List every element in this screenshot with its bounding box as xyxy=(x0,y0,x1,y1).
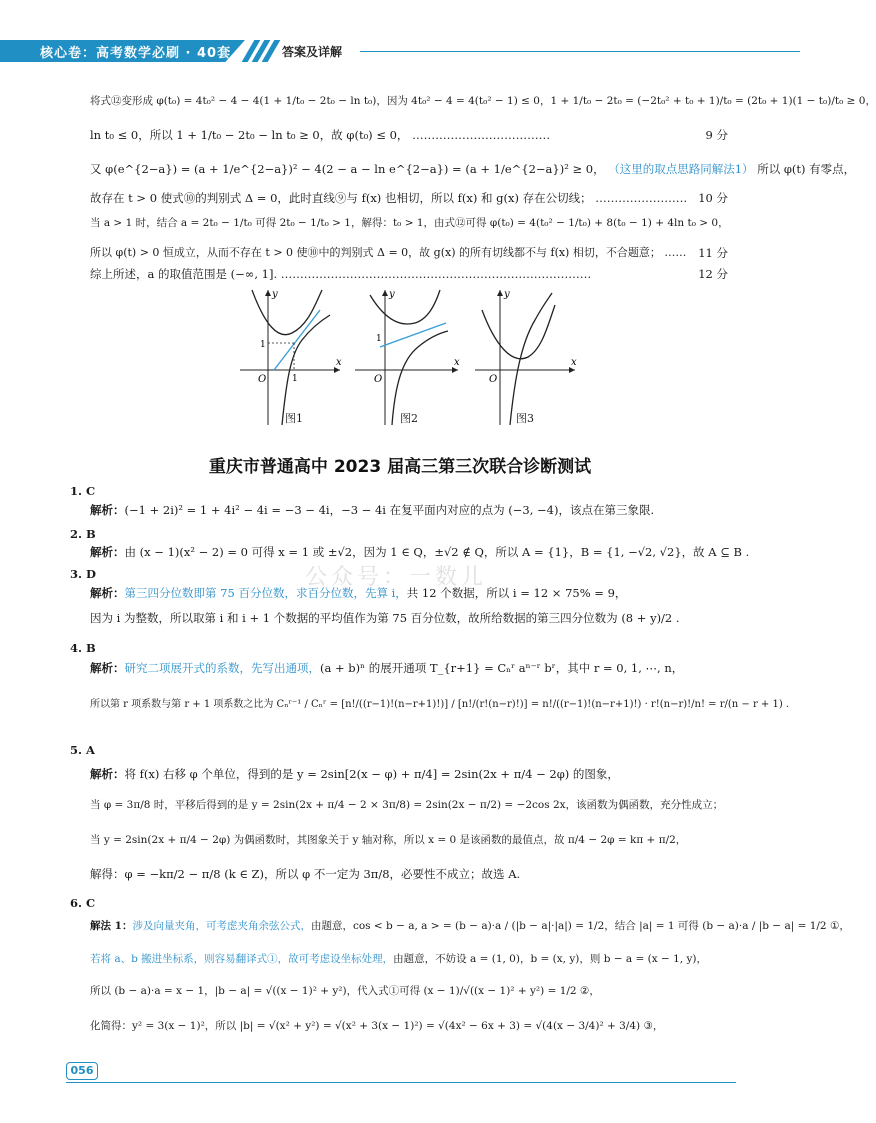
answer-5-line4: 解得：φ = −kπ/2 − π/8 (k ∈ Z)，所以 φ 不一定为 3π/8，必要性不成立；故选 A. xyxy=(90,867,521,881)
fig1-tangent xyxy=(274,310,320,370)
proof-line-6: 所以 φ(t) > 0 恒成立，从而不存在 t > 0 使⑩中的判别式 Δ = 0，故 g(x) 的所有切线都不与 f(x) 相切，不合题意； …… xyxy=(90,246,687,259)
answer-6-line3: 所以 (b − a)·a = x − 1，|b − a| = √((x − 1)² + y²)，代入式①可得 (x − 1)/√((x − 1)² + y²) = 1/2 ②， xyxy=(90,985,600,997)
fig2-label-y: y xyxy=(389,289,395,300)
fig1-curve-f xyxy=(252,290,322,335)
answer-1-body xyxy=(90,502,730,518)
fig1-label-1y: 1 xyxy=(260,340,266,350)
answer-1-label: 解析： xyxy=(90,503,125,517)
figure-1 xyxy=(240,289,342,425)
proof-line-7-text: 综上所述，a 的取值范围是 (−∞, 1]. xyxy=(90,267,278,281)
footer-rule xyxy=(66,1082,736,1083)
answer-5-body xyxy=(90,766,730,782)
fig1-label-1x: 1 xyxy=(292,374,298,384)
fig1-y-arrow xyxy=(265,290,271,296)
proof-line-1: 将式⑫变形成 φ(t₀) = 4t₀² − 4 − 4(1 + 1/t₀ − 2t₀ − ln t₀)，因为 4t₀² − 4 = 4(t₀² − 1) ≤ 0，1 + 1/t₀ − 2t₀ = (−2t₀² + t₀ + 1)/t₀ = (2t₀ + 1)(1 − t₀)/t₀ ≥ 0， xyxy=(90,95,876,107)
proof-line-3-text: 又 φ(e^{2−a}) = (a + 1/e^{2−a})² − 4(2 − a − ln e^{2−a}) = (a + 1/e^{2−a})² ≥ 0， xyxy=(90,162,605,176)
figure-3-caption: 图3 xyxy=(516,412,534,425)
answer-6-num: 6. C xyxy=(70,896,96,910)
fig2-label-o: O xyxy=(374,374,383,385)
fig2-y-arrow xyxy=(382,290,388,296)
points-10: 10 分 xyxy=(698,191,728,205)
fig1-label-y: y xyxy=(272,289,278,300)
points-9: 9 分 xyxy=(705,128,728,142)
answer-3-num: 3. D xyxy=(70,567,96,581)
answer-1-num: 1. C xyxy=(70,484,96,498)
proof-line-3 xyxy=(90,161,856,177)
fig3-y-arrow xyxy=(497,290,503,296)
answer-6-line4: 化简得：y² = 3(x − 1)²，所以 |b| = √(x² + y²) = √(x² + 3(x − 1)²) = √(4x² − 6x + 3) = √(4(x − 3/4)² + 3/4) ③， xyxy=(90,1020,664,1032)
answer-3-line2: 因为 i 为整数，所以取第 i 和 i + 1 个数据的平均值作为第 75 百分位数，故所给数据的第三四分位数为 (8 + y)/2 . xyxy=(90,611,680,625)
answer-4-num: 4. B xyxy=(70,641,96,655)
answer-3-body xyxy=(90,585,730,601)
proof-line-3-hint: （这里的取点思路同解法1） xyxy=(608,162,754,176)
answer-5-label: 解析： xyxy=(90,767,125,781)
figure-1-caption: 图1 xyxy=(285,412,303,425)
answer-2-label: 解析： xyxy=(90,545,125,559)
proof-line-6-text: 所以 φ(t) > 0 恒成立，从而不存在 t > 0 使⑩中的判别式 Δ = 0，故 g(x) 的所有切线都不与 f(x) 相切，不合题意； xyxy=(90,246,661,259)
points-12: 12 分 xyxy=(698,267,728,281)
answer-6-text2: 由题意，不妨设 a = (1, 0)，b = (x, y)，则 b − a = (x − 1, y)， xyxy=(393,953,708,965)
proof-line-7: 综上所述，a 的取值范围是 (−∞, 1]. ……………………………………………………………………… xyxy=(90,267,592,281)
proof-line-2: ln t₀ ≤ 0，所以 1 + 1/t₀ − 2t₀ − ln t₀ ≥ 0，故 φ(t₀) ≤ 0， ……………………………… xyxy=(90,128,551,142)
proof-line-3-end: 所以 φ(t) 有零点， xyxy=(757,162,856,176)
fig3-curve-g xyxy=(510,293,552,425)
answer-4-label: 解析： xyxy=(90,661,125,675)
answer-5-line3: 当 y = 2sin(2x + π/4 − 2φ) 为偶函数时，其图象关于 y 轴对称，所以 x = 0 是该函数的最值点，故 π/4 − 2φ = kπ + π/2， xyxy=(90,834,687,846)
answer-3-hint: 第三四分位数即第 75 百分位数，求百分位数，先算 i， xyxy=(124,586,407,600)
answer-4-line2: 所以第 r 项系数与第 r + 1 项系数之比为 Cₙʳ⁻¹ / Cₙʳ = [n!/((r−1)!(n−r+1)!)] / [n!/(r!(n−r)!)] = n!/((r−1)!(n−r+1)!) · r!(n−r)!/n! = r/(n − r + 1) . xyxy=(90,699,790,710)
answer-4-body xyxy=(90,660,730,676)
header-title: 核心卷：高考数学必刷 · 40套 xyxy=(40,46,232,61)
answer-4-hint: 研究二项展开式的系数，先写出通项， xyxy=(124,661,320,675)
points-11: 11 分 xyxy=(698,246,728,260)
answer-3-label: 解析： xyxy=(90,586,125,600)
answer-2-num: 2. B xyxy=(70,527,96,541)
figure-3 xyxy=(475,289,577,425)
page-header xyxy=(0,40,800,62)
answer-1-text: (−1 + 2i)² = 1 + 4i² − 4i = −3 − 4i，−3 − 4i 在复平面内对应的点为 (−3, −4)，该点在第三象限. xyxy=(124,503,655,517)
answer-6-body xyxy=(90,918,850,934)
proof-line-5: 当 a > 1 时，结合 a = 2t₀ − 1/t₀ 可得 2t₀ − 1/t₀ > 1，解得：t₀ > 1，由式⑫可得 φ(t₀) = 4(t₀² − 1/t₀) + 8(t₀ − 1) + 4ln t₀ > 0， xyxy=(90,217,729,229)
proof-line-4: 故存在 t > 0 使式⑩的判别式 Δ = 0，此时直线⑨与 f(x) 也相切，所以 f(x) 和 g(x) 存在公切线； …………………… xyxy=(90,191,688,205)
fig3-label-x: x xyxy=(571,357,577,368)
answer-3-text: 共 12 个数据，所以 i = 12 × 75% = 9， xyxy=(406,586,627,600)
answer-2-body xyxy=(90,544,750,560)
fig1-label-o: O xyxy=(258,374,267,385)
fig3-label-y: y xyxy=(504,289,510,300)
answer-2-text: 由 (x − 1)(x² − 2) = 0 可得 x = 1 或 ±√2，因为 1 ∈ Q，±√2 ∉ Q，所以 A = {1}，B = {1, −√2, √2}，故 A ⊆ B . xyxy=(124,545,750,559)
fig3-label-o: O xyxy=(489,374,498,385)
answer-6-text: 由题意，cos < b − a, a > = (b − a)·a / (|b − a|·|a|) = 1/2，结合 |a| = 1 可得 (b − a)·a / |b − a| = 1/2 ①， xyxy=(310,920,850,932)
answer-6-label: 解法 1： xyxy=(90,920,133,932)
answer-6-line2 xyxy=(90,951,730,967)
figure-2 xyxy=(355,289,460,425)
answer-5-line2: 当 φ = 3π/8 时，平移后得到的是 y = 2sin(2x + π/4 − 2 × 3π/8) = 2sin(2x − π/2) = −2cos 2x，该函数为偶函数，充分性成立； xyxy=(90,799,724,811)
answer-4-text: (a + b)ⁿ 的展开通项 T_{r+1} = Cₙʳ aⁿ⁻ʳ bʳ，其中 r = 0, 1, ⋯, n， xyxy=(320,661,684,675)
proof-line-2-text: ln t₀ ≤ 0，所以 1 + 1/t₀ − 2t₀ − ln t₀ ≥ 0，故 φ(t₀) ≤ 0， xyxy=(90,128,409,142)
fig2-label-x: x xyxy=(454,357,460,368)
proof-line-4-text: 故存在 t > 0 使式⑩的判别式 Δ = 0，此时直线⑨与 f(x) 也相切，所以 f(x) 和 g(x) 存在公切线； xyxy=(90,191,592,205)
answer-5-num: 5. A xyxy=(70,743,95,757)
page-number: 056 xyxy=(66,1062,98,1080)
header-rule xyxy=(360,51,800,52)
fig1-label-x: x xyxy=(336,357,342,368)
fig3-curve-f xyxy=(482,305,555,359)
watermark: 公众号：一数儿 xyxy=(305,565,488,590)
answer-6-hint2: 若将 a、b 搬进坐标系，则容易翻译式①，故可考虑设坐标处理， xyxy=(90,953,394,965)
section-title: 重庆市普通高中 2023 届高三第三次联合诊断测试 xyxy=(208,457,592,477)
answer-5-text: 将 f(x) 右移 φ 个单位，得到的是 y = 2sin[2(x − φ) + π/4] = 2sin(2x + π/4 − 2φ) 的图象， xyxy=(124,767,619,781)
header-subtitle: 答案及详解 xyxy=(282,45,343,59)
fig2-label-1: 1 xyxy=(376,334,382,344)
figure-2-caption: 图2 xyxy=(400,412,418,425)
fig2-curve-f xyxy=(370,290,440,324)
answer-6-hint: 涉及向量夹角，可考虑夹角余弦公式， xyxy=(132,920,311,932)
